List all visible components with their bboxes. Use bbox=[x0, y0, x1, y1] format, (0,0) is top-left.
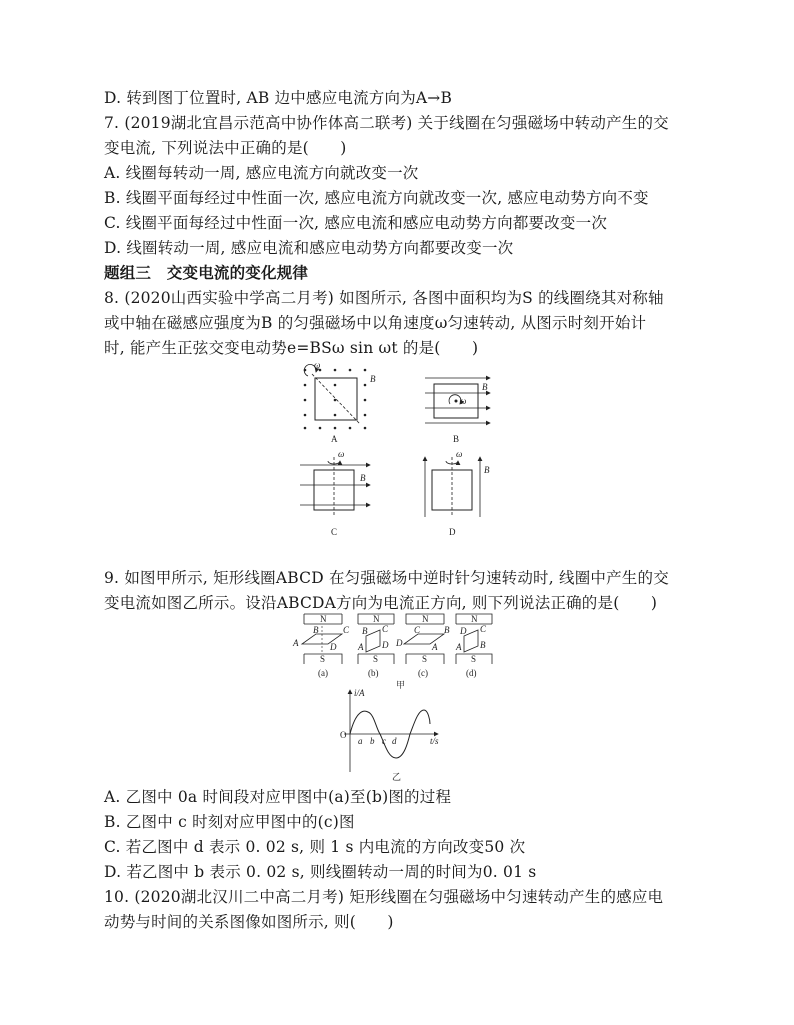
q9-c-n: N bbox=[422, 614, 429, 624]
q9-c-c3: A bbox=[432, 642, 438, 652]
q8-c-omega: ω bbox=[338, 449, 345, 459]
q9-sub-c: (c) bbox=[418, 668, 428, 678]
q9-c-s: S bbox=[422, 654, 428, 664]
q9-tick-d: d bbox=[392, 736, 397, 746]
q8-stem-line3: 时, 能产生正弦交变电动势e=BSω sin ωt 的是( ) bbox=[104, 339, 479, 357]
q7-option-d: D. 线圈转动一周, 感应电流和感应电动势方向都要改变一次 bbox=[104, 239, 514, 257]
q9-option-a: A. 乙图中 0a 时间段对应甲图中(a)至(b)图的过程 bbox=[104, 788, 452, 806]
q9-a-c1: C bbox=[343, 625, 350, 635]
q9-sub-a: (a) bbox=[318, 668, 328, 678]
q9-ylabel: i/A bbox=[354, 688, 365, 698]
q9-caption-yi: 乙 bbox=[392, 772, 402, 782]
q9-d-c3: B bbox=[480, 640, 486, 650]
q8-a-b: B bbox=[370, 374, 376, 384]
q8-a-omega: ω bbox=[314, 360, 321, 370]
q8-panel-d bbox=[425, 449, 490, 537]
q9-stem-line2: 变电流如图乙所示。设沿ABCDA方向为电流正方向, 则下列说法正确的是( ) bbox=[104, 594, 658, 612]
q9-d-c1: C bbox=[480, 624, 487, 634]
q9-b-n: N bbox=[373, 614, 380, 624]
q8-figure bbox=[290, 360, 520, 540]
q9-c-c0: C bbox=[414, 625, 421, 635]
q9-d-c0: D bbox=[460, 626, 467, 636]
q9-figure-yi bbox=[330, 680, 460, 780]
q9-sub-b: (b) bbox=[368, 668, 379, 678]
q8-panel-c bbox=[300, 449, 370, 537]
q9-b-c1: C bbox=[382, 624, 389, 634]
q9-a-c3: D bbox=[330, 642, 337, 652]
q7-option-b: B. 线圈平面每经过中性面一次, 感应电流方向就改变一次, 感应电动势方向不变 bbox=[104, 189, 649, 207]
q9-b-s: S bbox=[373, 654, 379, 664]
q8-d-omega: ω bbox=[456, 449, 463, 459]
q9-a-n: N bbox=[320, 614, 327, 624]
q9-b-c2: D bbox=[382, 640, 389, 650]
q9-d-s: S bbox=[471, 654, 477, 664]
q8-b-b: B bbox=[482, 382, 488, 392]
q9-b-c3: A bbox=[358, 642, 364, 652]
q8-b-omega: ω bbox=[460, 396, 467, 406]
q8-d-b: B bbox=[484, 465, 490, 475]
q9-option-c: C. 若乙图中 d 表示 0. 02 s, 则 1 s 内电流的方向改变50 次 bbox=[104, 838, 526, 856]
q9-caption-jia: 甲 bbox=[396, 680, 406, 690]
q8-label-c: C bbox=[331, 527, 338, 537]
q9-c-c2: D bbox=[396, 638, 403, 648]
q9-tick-c: c bbox=[382, 736, 386, 746]
q10-stem-line1: 10. (2020湖北汉川二中高二月考) 矩形线圈在匀强磁场中匀速转动产生的感应电 bbox=[104, 888, 664, 906]
q9-d-c2: A bbox=[456, 642, 462, 652]
q9-a-c2: A bbox=[293, 638, 299, 648]
q9-a-s: S bbox=[320, 654, 326, 664]
q9-option-b: B. 乙图中 c 时刻对应甲图中的(c)图 bbox=[104, 813, 355, 831]
q7-option-a: A. 线圈每转动一周, 感应电流方向就改变一次 bbox=[104, 164, 419, 182]
q10-stem-line2: 动势与时间的关系图像如图所示, 则( ) bbox=[104, 913, 394, 931]
q8-label-b: B bbox=[453, 434, 460, 444]
q8-label-d: D bbox=[449, 527, 456, 537]
section-heading: 题组三 交变电流的变化规律 bbox=[104, 264, 309, 282]
q9-tick-a: a bbox=[358, 736, 363, 746]
q6-option-d: D. 转到图丁位置时, AB 边中感应电流方向为A→B bbox=[104, 89, 453, 107]
q9-a-c0: B bbox=[313, 625, 319, 635]
q9-b-c0: B bbox=[362, 626, 368, 636]
q9-sub-d: (d) bbox=[466, 668, 477, 678]
q7-stem-line1: 7. (2019湖北宜昌示范高中协作体高二联考) 关于线圈在匀强磁场中转动产生的交 bbox=[104, 114, 669, 132]
q8-label-a: A bbox=[331, 434, 338, 444]
q9-option-d: D. 若乙图中 b 表示 0. 02 s, 则线圈转动一周的时间为0. 01 s bbox=[104, 863, 537, 881]
q9-xlabel: t/s bbox=[430, 736, 439, 746]
q9-stem-line1: 9. 如图甲所示, 矩形线圈ABCD 在匀强磁场中逆时针匀速转动时, 线圈中产生的交 bbox=[104, 569, 669, 587]
q8-stem-line1: 8. (2020山西实验中学高二月考) 如图所示, 各图中面积均为S 的线圈绕其对称轴 bbox=[104, 289, 664, 307]
q9-c-c1: B bbox=[444, 625, 450, 635]
q7-stem-line2: 变电流, 下列说法中正确的是( ) bbox=[104, 139, 347, 157]
q9-d-n: N bbox=[471, 614, 478, 624]
q8-c-b: B bbox=[360, 473, 366, 483]
q9-panel-c bbox=[395, 614, 450, 678]
q8-stem-line2: 或中轴在磁感应强度为B 的匀强磁场中以角速度ω匀速转动, 从图示时刻开始计 bbox=[104, 314, 647, 332]
q9-origin: O bbox=[340, 730, 347, 740]
q9-panel-d bbox=[455, 614, 492, 678]
q9-panel-b bbox=[357, 614, 394, 678]
q8-panel-a bbox=[304, 360, 376, 444]
q8-panel-b bbox=[425, 378, 490, 444]
q9-figure-jia bbox=[293, 614, 506, 684]
q9-panel-a bbox=[292, 614, 350, 678]
q7-option-c: C. 线圈平面每经过中性面一次, 感应电流和感应电动势方向都要改变一次 bbox=[104, 214, 608, 232]
q9-tick-b: b bbox=[370, 736, 375, 746]
